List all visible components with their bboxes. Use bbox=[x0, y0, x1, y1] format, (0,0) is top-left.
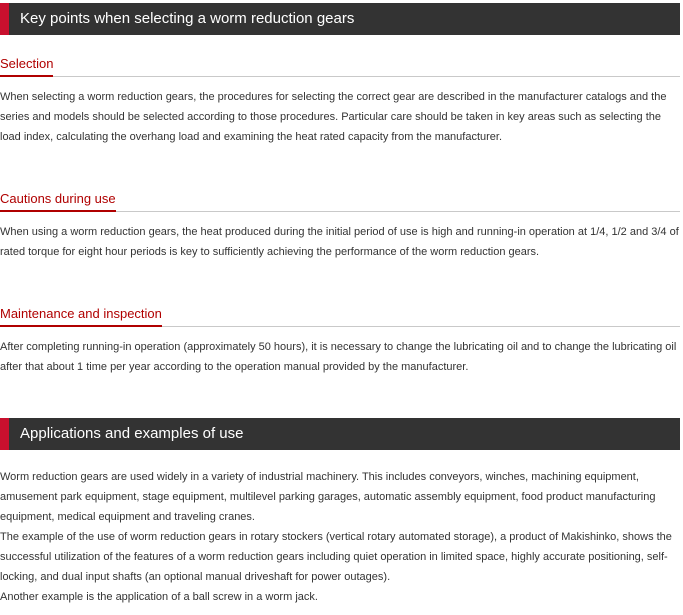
applications-body bbox=[0, 467, 680, 607]
cautions-paragraph: When using a worm reduction gears, the heat produced during the initial period of use is high and running-in operation at 1/4, 1/2 and 3/4 of rated torque for eight hour periods is key to sufficiently achieving the performance of the worm reduction gears. bbox=[0, 226, 679, 258]
applications-paragraph: Worm reduction gears are used widely in a variety of industrial machinery. This includes conveyors, winches, machining equipment, amusement park equipment, stage equipment, multilevel parking garages, automatic assembly equipment, food product manufacturing equipment, medical equipment and traveling cranes. bbox=[0, 471, 656, 523]
subheading-label: Maintenance and inspection bbox=[0, 304, 162, 327]
section-banner-key-points bbox=[0, 3, 680, 35]
section-title: Key points when selecting a worm reduction gears bbox=[20, 10, 355, 27]
applications-paragraph: Another example is the application of a ball screw in a worm jack. bbox=[0, 591, 318, 603]
subheading-maintenance bbox=[0, 304, 680, 327]
maintenance-paragraph: After completing running-in operation (approximately 50 hours), it is necessary to change the lubricating oil and to change the lubricating oil after that about 1 time per year according to the operation manual provided by the manufacturer. bbox=[0, 341, 677, 373]
selection-paragraph: When selecting a worm reduction gears, the procedures for selecting the correct gear are described in the manufacturer catalogs and the series and models should be selected according to those procedures. Particular care should be taken in key areas such as selecting the load index, calculating the overhang load and examining the heat rated capacity from the manufacturer. bbox=[0, 91, 667, 143]
subheading-label: Selection bbox=[0, 54, 53, 77]
subheading-label: Cautions during use bbox=[0, 189, 116, 212]
subheading-selection bbox=[0, 54, 680, 77]
subheading-cautions bbox=[0, 189, 680, 212]
section-banner-applications bbox=[0, 418, 680, 450]
applications-paragraph: The example of the use of worm reduction gears in rotary stockers (vertical rotary automated storage), a product of Makishinko, shows the successful utilization of the features of a worm reduction gears including quiet operation in limited space, highly accurate positioning, self-locking, and dual input shafts (an optional manual driveshaft for power outages). bbox=[0, 531, 672, 583]
section-title: Applications and examples of use bbox=[20, 425, 244, 442]
